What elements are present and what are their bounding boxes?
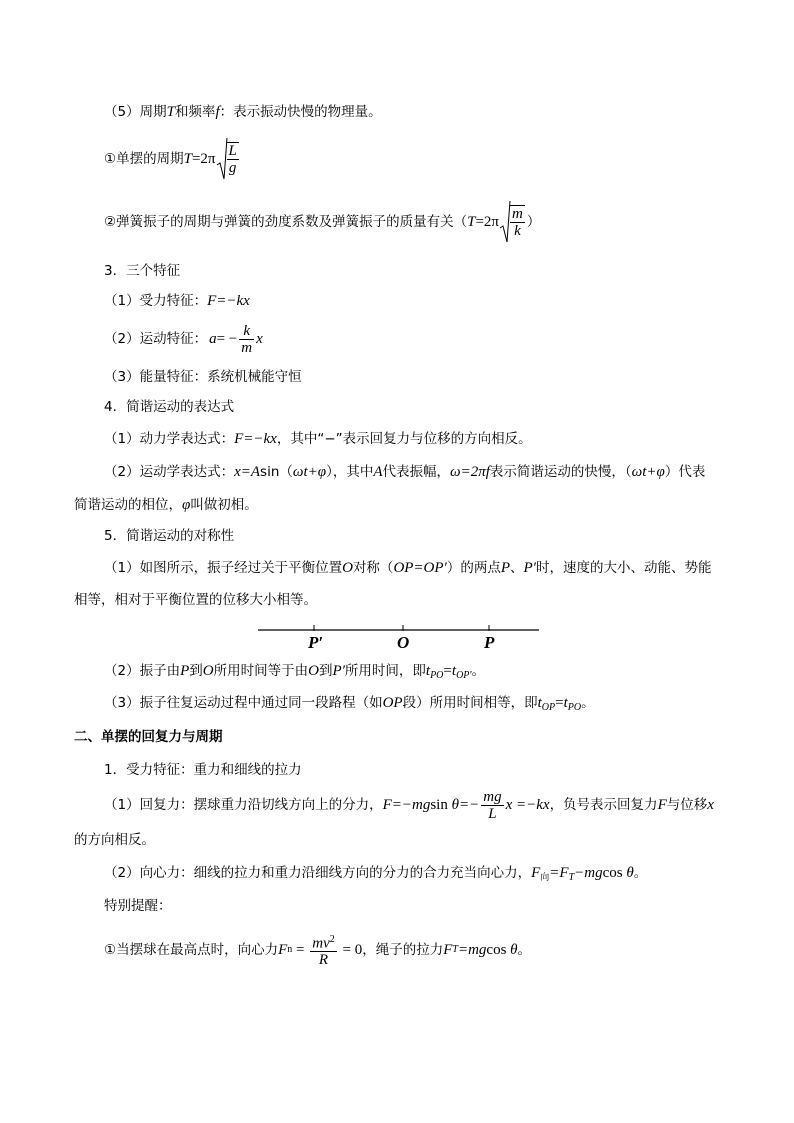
symmetry-point1 — [104, 559, 711, 577]
var-theta: θ — [626, 865, 634, 881]
text: ①当摆球在最高点时，向心力 — [104, 942, 279, 958]
fraction-mv2-over-R — [310, 932, 337, 969]
numerator: k — [239, 323, 254, 340]
var-O: O — [342, 560, 353, 576]
text: 表示简谐运动的快慢，（ — [489, 464, 632, 480]
formula: =mg — [457, 942, 487, 958]
dynamics-expression — [104, 430, 532, 448]
symmetry-point1-cont: 相等，相对于平衡位置的位移大小相等。 — [74, 592, 317, 608]
denominator: R — [318, 952, 329, 969]
var-P-prime: P′ — [523, 560, 536, 576]
var-t: t — [537, 695, 542, 711]
denominator: k — [514, 223, 521, 239]
text: （1）如图所示，振子经过关于平衡位置 — [104, 560, 343, 576]
label-p: P — [484, 633, 495, 652]
section4-title: 4．简谐运动的表达式 — [104, 399, 235, 415]
text: ①单摆的周期 — [104, 151, 184, 167]
var-O: O — [202, 663, 214, 679]
pendulum-period-line — [104, 136, 241, 182]
formula: =F — [549, 865, 569, 881]
text: = — [443, 663, 452, 679]
superscript: 2 — [329, 933, 335, 945]
text: ） — [526, 214, 541, 230]
formula: θ=− — [451, 797, 480, 813]
var-P: P — [500, 560, 511, 576]
kinematics-expression-cont — [74, 496, 258, 514]
subscript: OP — [541, 702, 556, 713]
text: cos — [602, 865, 627, 881]
formula: ωt+φ — [292, 464, 327, 480]
tip1-line — [104, 925, 531, 975]
var-x: x — [256, 331, 263, 347]
var-x: x — [707, 797, 714, 813]
text: = — [292, 942, 309, 958]
text: （2）运动特征： — [104, 331, 208, 347]
var-f: f — [215, 104, 220, 120]
numerator: m — [512, 206, 523, 222]
fraction-m-over-k — [510, 205, 525, 239]
text: 到 — [318, 663, 333, 679]
formula: F=−mg — [382, 797, 431, 813]
formula: F=−kx — [207, 293, 250, 309]
text: ，负号表示回复力 — [549, 797, 658, 813]
denominator: m — [241, 339, 253, 356]
text: 叫做初相。 — [190, 497, 258, 513]
kinematics-expression — [104, 463, 705, 481]
label-o: O — [397, 633, 410, 652]
numerator — [310, 932, 337, 953]
text: （3）振子往复运动过程中通过同一段路程（如 — [104, 695, 383, 711]
text: 对称（ — [352, 560, 394, 576]
fraction-L-over-g — [227, 142, 239, 176]
formula: F=−kx — [234, 431, 277, 447]
var-a: a — [209, 331, 217, 347]
text: ：表示振动快慢的物理量。 — [219, 104, 382, 120]
formula: ωt+φ — [631, 464, 665, 480]
fraction-k-over-m — [239, 323, 254, 356]
text: 。 — [471, 663, 486, 679]
var-P-prime: P′ — [332, 663, 345, 679]
var-F: F — [531, 865, 541, 881]
part2-heading: 二、单摆的回复力与周期 — [74, 729, 223, 745]
symmetry-diagram — [256, 622, 542, 652]
energy-feature: （3）能量特征：系统机械能守恒 — [104, 369, 302, 385]
text: ），其中 — [326, 464, 374, 480]
var-T: T — [166, 104, 175, 120]
restoring-force-cont: 的方向相反。 — [74, 832, 155, 848]
var-O: O — [308, 663, 319, 679]
var-phi: φ — [182, 497, 191, 513]
text: ）的两点 — [446, 560, 501, 576]
centripetal-force-line — [104, 864, 647, 887]
var-A: A — [373, 464, 383, 480]
text: （1）回复力：摆球重力沿切线方向上的分力， — [104, 797, 383, 813]
text: 段）所用时间相等，即 — [402, 695, 538, 711]
text: 。 — [581, 695, 595, 711]
text: =2π — [191, 151, 216, 167]
subscript: T — [452, 944, 458, 955]
subscript: PO — [567, 702, 582, 713]
text: （2）向心力：细线的拉力和重力沿细线方向的分力的合力充当向心力， — [104, 865, 532, 881]
denominator: g — [228, 160, 237, 176]
text: ）代表 — [664, 464, 706, 480]
section3-title: 3．三个特征 — [104, 263, 181, 279]
section5-title: 5．简谐运动的对称性 — [104, 528, 235, 544]
symmetry-point3 — [104, 694, 595, 717]
var-F: F — [278, 942, 288, 958]
denominator: L — [488, 805, 497, 822]
text: 。 — [517, 942, 532, 958]
subscript: T — [568, 872, 575, 883]
text: ，其中“−”表示回复力与位移的方向相反。 — [276, 431, 532, 447]
formula: OP — [382, 695, 403, 711]
text: 和频率 — [174, 104, 216, 120]
text: （1）动力学表达式： — [104, 431, 235, 447]
subscript: n — [287, 944, 293, 955]
subscript: OP′ — [456, 670, 472, 681]
part2-force-feature: 1．受力特征：重力和细线的拉力 — [104, 762, 302, 778]
spring-period-line — [104, 199, 540, 245]
force-feature — [104, 292, 250, 310]
text: sin — [430, 797, 452, 813]
restoring-force-line — [104, 783, 714, 827]
var-T: T — [183, 151, 192, 167]
subscript: PO — [430, 670, 444, 681]
var-t: t — [451, 663, 457, 679]
text: 。 — [633, 865, 648, 881]
var-F: F — [657, 797, 667, 813]
var-T: T — [467, 214, 476, 230]
text: 代表振幅， — [382, 464, 450, 480]
text: = − — [216, 331, 238, 347]
formula: −mg — [574, 865, 603, 881]
var-t: t — [563, 695, 568, 711]
numerator: mg — [483, 788, 502, 805]
var-t: t — [425, 663, 431, 679]
text: 到 — [189, 663, 203, 679]
formula: OP=OP′ — [393, 560, 447, 576]
text: sin（ — [260, 464, 293, 480]
text: 所用时间，即 — [344, 663, 426, 679]
formula: x=A — [234, 464, 261, 480]
text: 、 — [510, 560, 524, 576]
motion-feature — [104, 318, 263, 360]
text: mv — [312, 935, 330, 952]
text: （2）振子由 — [104, 663, 181, 679]
period-heading-line — [104, 103, 382, 121]
fraction-mg-over-L — [481, 789, 503, 822]
formula: ω=2πf — [450, 464, 490, 480]
text: 时，速度的大小、动能、势能 — [535, 560, 712, 576]
text: 所用时间等于由 — [213, 663, 309, 679]
label-p-prime: P′ — [308, 633, 324, 652]
text: cos — [486, 942, 511, 958]
text: =2π — [475, 214, 499, 230]
text: ②弹簧振子的周期与弹簧的劲度系数及弹簧振子的质量有关（ — [104, 214, 468, 230]
var-F: F — [443, 942, 453, 958]
numerator: L — [228, 143, 237, 159]
symmetry-point2 — [104, 662, 485, 685]
subscript: 向 — [540, 873, 550, 883]
text: （2）运动学表达式： — [104, 464, 235, 480]
text: ，绳子的拉力 — [362, 942, 444, 958]
text: （1）受力特征： — [104, 293, 208, 309]
text: = 0 — [338, 942, 363, 958]
var-P: P — [180, 663, 190, 679]
special-tip-label: 特别提醒： — [104, 898, 172, 914]
text: （5）周期 — [104, 104, 167, 120]
var-x: x — [505, 797, 513, 813]
var-theta: θ — [510, 942, 518, 958]
text: 与位移 — [666, 797, 708, 813]
text: = — [555, 695, 564, 711]
text: 简谐运动的相位， — [74, 497, 182, 513]
formula: =−kx — [512, 797, 550, 813]
